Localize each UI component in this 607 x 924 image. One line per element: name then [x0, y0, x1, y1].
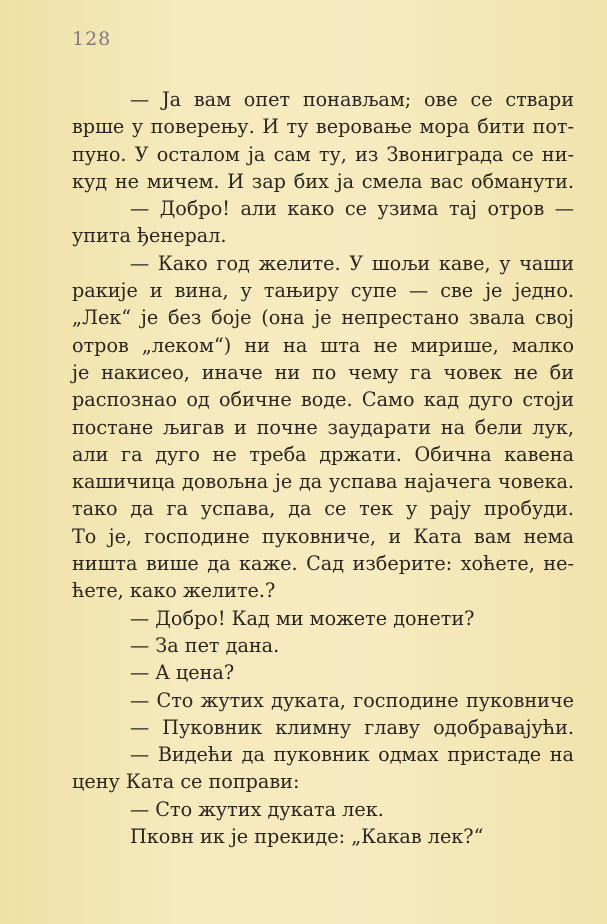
text-line: пуно. У осталом ја сам ту, из Звониграда се ни- [72, 142, 574, 166]
body-text [72, 86, 574, 850]
text-line: постане љигав и почне заударати на бели лук, [72, 415, 574, 439]
text-line: врше у поверењу. И ту веровање мора бити пот- [72, 115, 574, 139]
text-line: — Видећи да пуковник одмах пристаде на [130, 743, 574, 767]
text-line: је накисео, иначе ни по чему га човек не би [72, 360, 574, 384]
text-line: — Пуковник климну главу одобравајући. [130, 715, 574, 739]
text-line: — Добро! Кад ми можете донети? [130, 606, 475, 630]
text-line: — За пет дана. [130, 633, 280, 657]
text-line: али га дуго не треба држати. Обична кавена [72, 442, 574, 466]
text-line: — Како год желите. У шољи каве, у чаши [130, 251, 574, 275]
text-line: цену Ката се поправи: [72, 770, 300, 794]
text-line: упита ђенерал. [72, 224, 227, 248]
text-line: То је, господине пуковниче, и Ката вам нема [72, 524, 574, 548]
text-line: — Ја вам опет понављам; ове се ствари [130, 88, 574, 111]
text-line: распознао од обичне воде. Само кад дуго стоји [72, 388, 574, 412]
text-line: ракије и вина, у тањиру супе — све је једно. [72, 279, 574, 303]
text-line: ништа више да каже. Сад изберите: хоћете, не- [72, 552, 574, 576]
text-line: — Сто жутих дуката лек. [130, 797, 384, 821]
text-line: — А цена? [130, 661, 235, 685]
text-line: куд не мичем. И зар бих ја смела вас обманути. [72, 169, 574, 193]
text-line: — Добро! али како се узима тај отров — [130, 197, 574, 221]
text-line: кашичица довољна је да успава најачега човека. [72, 470, 574, 494]
text-line: „Лек“ је без боје (она је непрестано звала свој [72, 306, 574, 330]
text-line: Пковн ик је прекиде: „Какав лек?“ [130, 825, 484, 849]
text-line: отров „леком“) ни на шта не мирише, малко [72, 333, 574, 357]
text-line: — Сто жутих дуката, господине пуковниче [130, 688, 574, 712]
page-number: 128 [72, 28, 112, 50]
text-line: тако да га успава, да се тек у рају пробуди. [72, 497, 574, 521]
text-line: ћете, како желите.? [72, 579, 276, 603]
